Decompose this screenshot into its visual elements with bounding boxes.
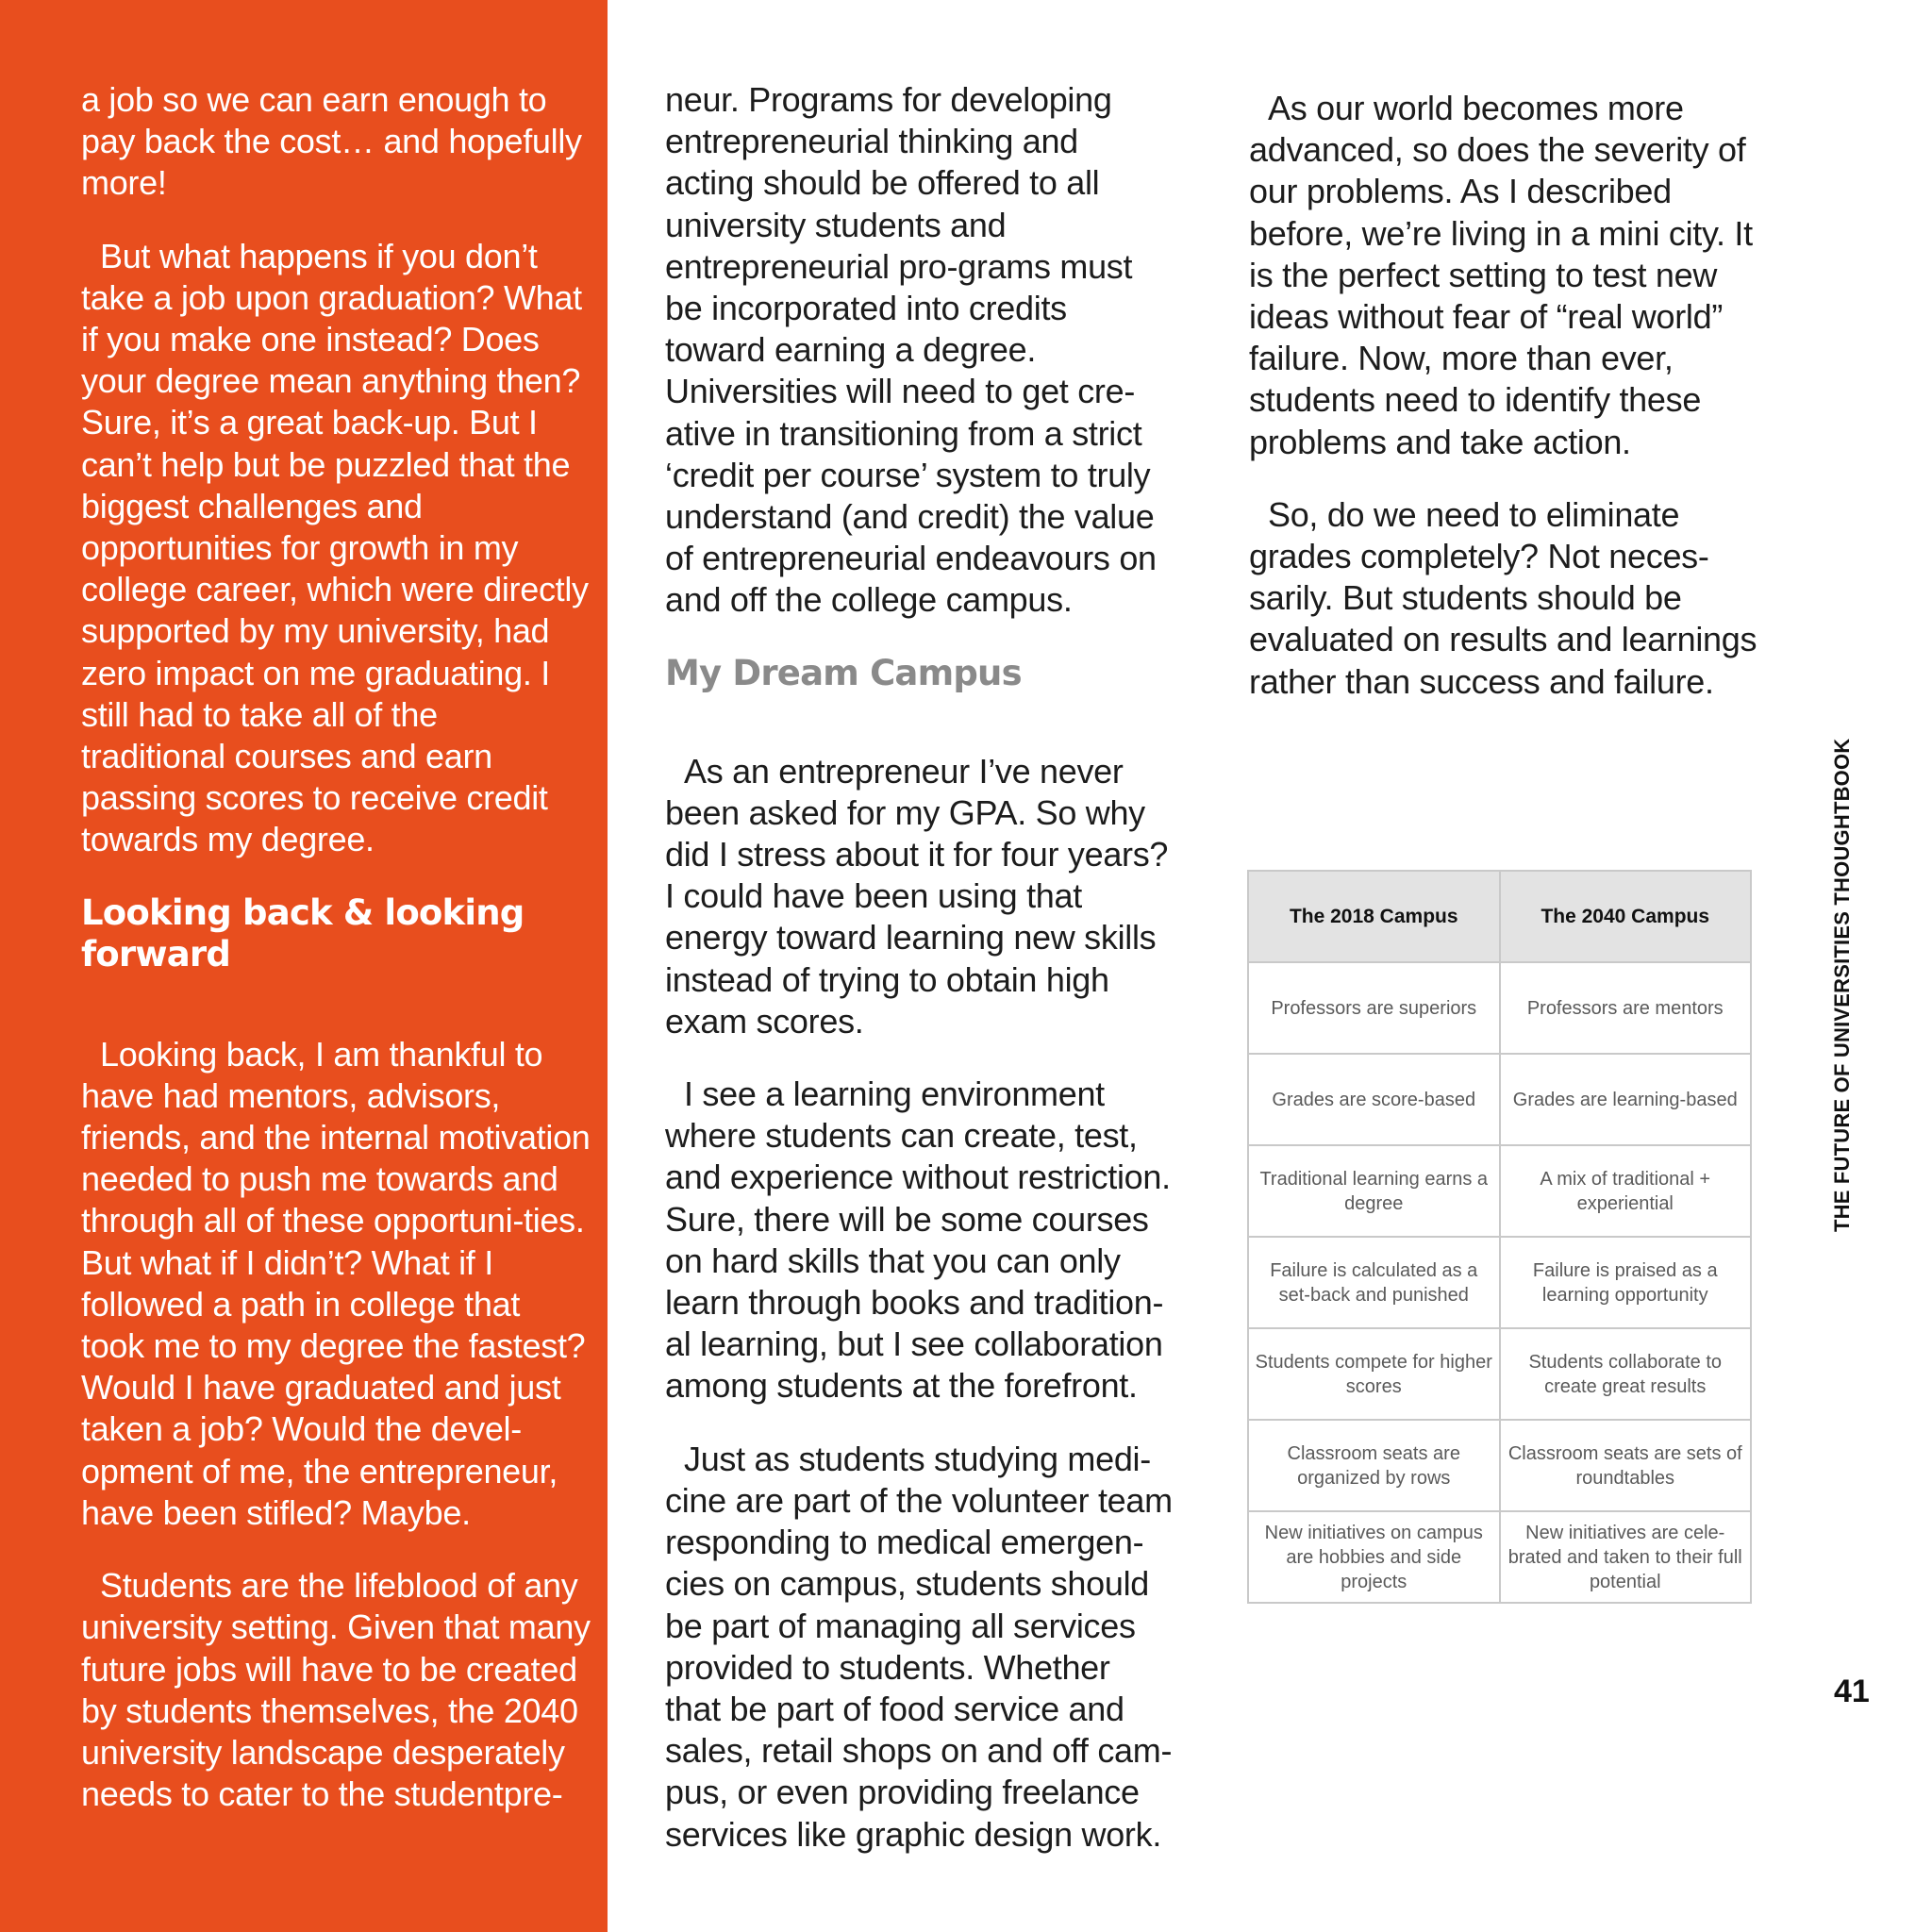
paragraph: Students are the lifeblood of any university setting. Given that many future jobs will have to be created by students themselves, the 2040 university landscape desperately needs to cater to the studentpre- bbox=[81, 1566, 591, 1814]
paragraph: a job so we can earn enough to pay back the cost… and hopefully more! bbox=[81, 80, 582, 203]
table-row bbox=[1248, 1328, 1751, 1420]
table-header-cell: The 2040 Campus bbox=[1500, 871, 1752, 962]
table-cell: New initiatives on campus are hobbies and side projects bbox=[1248, 1511, 1500, 1603]
table-header-cell: The 2018 Campus bbox=[1248, 871, 1500, 962]
paragraph: I see a learning environment where students can create, test, and experience without restriction. Sure, there will be some courses on hard skills that you can only learn through books and tradition-al learning, but I see collaboration among students at the forefront. bbox=[665, 1074, 1171, 1406]
paragraph: So, do we need to eliminate grades completely? Not neces-sarily. But students should be evaluated on results and learnings rather than success and failure. bbox=[1249, 494, 1757, 701]
section-heading-looking-back: Looking back & looking forward bbox=[81, 891, 525, 974]
campus-comparison-table bbox=[1247, 870, 1752, 1604]
table-cell: Grades are learning-based bbox=[1500, 1054, 1752, 1145]
paragraph: As an entrepreneur I’ve never been asked for my GPA. So why did I stress about it for four years? I could have been using that energy toward learning new skills instead of trying to obtain high exam scores. bbox=[665, 751, 1169, 1041]
table-cell: Students collaborate to create great results bbox=[1500, 1328, 1752, 1420]
table-cell: Professors are mentors bbox=[1500, 962, 1752, 1054]
column-2 bbox=[665, 79, 1174, 1887]
page-number: 41 bbox=[1834, 1674, 1870, 1709]
table-cell: Classroom seats are organized by rows bbox=[1248, 1420, 1500, 1511]
table-cell: Failure is praised as a learning opportunity bbox=[1500, 1237, 1752, 1328]
table-row bbox=[1248, 1237, 1751, 1328]
table-cell: Students compete for higher scores bbox=[1248, 1328, 1500, 1420]
table-row bbox=[1248, 1511, 1751, 1603]
paragraph: Just as students studying medi-cine are part of the volunteer team responding to medical emergen-cies on campus, students should be part of managing all services provided to students. Whether that be part of food service and sales, retail shops on and off cam-pus, or even providing freelance services like graphic design work. bbox=[665, 1439, 1173, 1854]
section-heading-dream-campus: My Dream Campus bbox=[665, 652, 1022, 693]
table-row bbox=[1248, 1145, 1751, 1237]
table-cell: Grades are score-based bbox=[1248, 1054, 1500, 1145]
table-cell: Failure is calculated as a set-back and punished bbox=[1248, 1237, 1500, 1328]
table-cell: A mix of traditional + experiential bbox=[1500, 1145, 1752, 1237]
paragraph: But what happens if you don’t take a job upon graduation? What if you make one instead? Does your degree mean anything then? Sure, it’s a great back-up. But I can’t help but be puzzled that the biggest challenges and opportunities for growth in my college career, which were directly supported by my university, had zero impact on me graduating. I still had to take all of the traditional courses and earn passing scores to receive credit towards my degree. bbox=[81, 236, 589, 859]
running-title-text: THE FUTURE OF UNIVERSITIES THOUGHTBOOK bbox=[1830, 738, 1854, 1232]
table-row bbox=[1248, 1420, 1751, 1511]
paragraph: Looking back, I am thankful to have had mentors, advisors, friends, and the internal motivation needed to push me towards and through all of these opportuni-ties. But what if I didn’t? What if I followed a path in college that took me to my degree the fastest? Would I have graduated and just taken a job? Would the devel-opment of me, the entrepreneur, have been stifled? Maybe. bbox=[81, 1034, 591, 1532]
paragraph: As our world becomes more advanced, so does the severity of our problems. As I described before, we’re living in a mini city. It is the perfect setting to test new ideas without fear of “real world” failure. Now, more than ever, students need to identify these problems and take action. bbox=[1249, 89, 1753, 461]
column-1 bbox=[81, 79, 591, 1846]
table-cell: Professors are superiors bbox=[1248, 962, 1500, 1054]
table-row bbox=[1248, 962, 1751, 1054]
paragraph: neur. Programs for developing entrepreneurial thinking and acting should be offered to all university students and entrepreneurial pro-grams must be incorporated into credits toward earning a degree. Universities will need to get cre-ative in transitioning from a strict ‘credit per course’ system to truly understand (and credit) the value of entrepreneurial endeavours on and off the college campus. bbox=[665, 80, 1157, 620]
table-cell: Classroom seats are sets of roundtables bbox=[1500, 1420, 1752, 1511]
column-3 bbox=[1249, 88, 1758, 734]
table-row bbox=[1248, 1054, 1751, 1145]
table-cell: New initiatives are cele-brated and taken to their full potential bbox=[1500, 1511, 1752, 1603]
table-header-row bbox=[1248, 871, 1751, 962]
table-cell: Traditional learning earns a degree bbox=[1248, 1145, 1500, 1237]
